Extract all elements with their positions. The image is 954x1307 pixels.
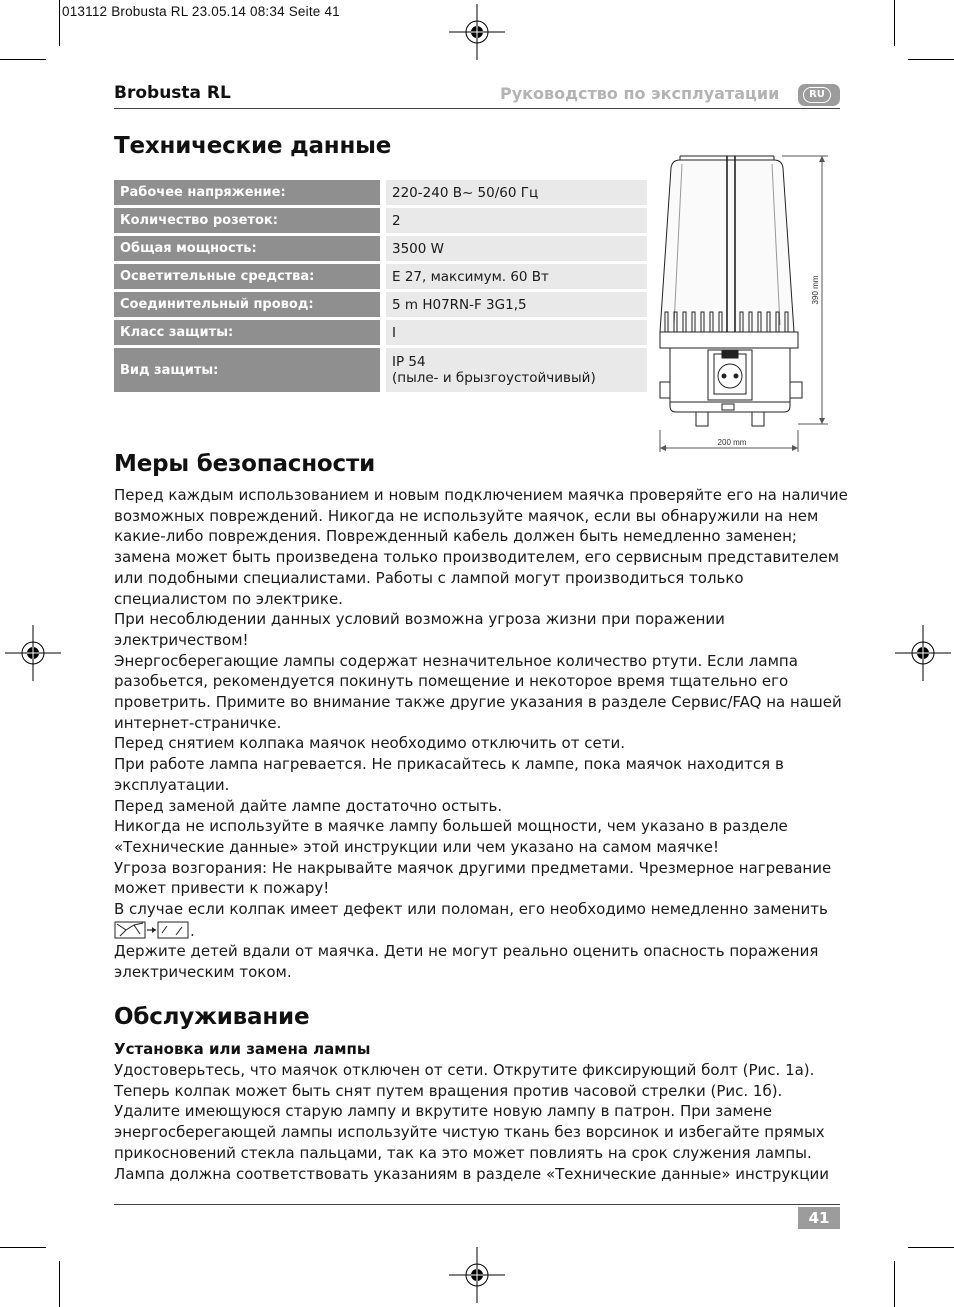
safety-paragraph: Перед заменой дайте лампе достаточно остыть. bbox=[114, 796, 503, 815]
spec-row bbox=[114, 320, 647, 345]
spec-value: 5 m H07RN-F 3G1,5 bbox=[386, 292, 647, 317]
safety-heading: Меры безопасности bbox=[114, 451, 375, 477]
service-heading: Обслуживание bbox=[114, 1004, 310, 1030]
height-dimension-label: 390 mm bbox=[811, 275, 820, 305]
language-code: RU bbox=[803, 87, 831, 103]
spec-value: E 27, максимум. 60 Вт bbox=[386, 264, 647, 289]
brand-name: Brobusta RL bbox=[114, 83, 231, 103]
safety-paragraph: Перед каждым использованием и новым подключением маячка проверяйте его на наличие возможных повреждений. Никогда не используйте маячок, если вы обнаружили на нем какие-либо повреждения. Поврежденный кабель должен быть немедленно заменен; замена может быть произведена только производителем, его сервисным представителем или подобными специалистами. Работы с лампой могут производиться только специалистом по электрике. bbox=[114, 486, 848, 608]
service-paragraph: Теперь колпак может быть снят путем вращения против часовой стрелки (Рис. 1б). bbox=[114, 1081, 783, 1100]
spec-value: 3500 W bbox=[386, 236, 647, 261]
broken-glass-replace-icon bbox=[114, 920, 190, 940]
safety-paragraph: При несоблюдении данных условий возможна угроза жизни при поражении электричеством! bbox=[114, 610, 725, 649]
spec-value: 220-240 В~ 50/60 Гц bbox=[386, 180, 647, 205]
page-number: 41 bbox=[798, 1207, 840, 1229]
registration-mark-right bbox=[895, 625, 951, 681]
manual-title: Руководство по эксплуатации bbox=[500, 84, 780, 103]
spec-label: Соединительный провод: bbox=[114, 292, 386, 317]
safety-text bbox=[114, 485, 849, 983]
spec-row bbox=[114, 292, 647, 317]
safety-paragraph: Угроза возгорания: Не накрывайте маячок другими предметами. Чрезмерное нагревание может привести к пожару! bbox=[114, 858, 832, 898]
spec-row bbox=[114, 236, 647, 261]
print-header: 013112 Brobusta RL 23.05.14 08:34 Seite 41 bbox=[62, 4, 340, 19]
registration-mark-left bbox=[5, 625, 61, 681]
lamp-replacement-subheading: Установка или замена лампы bbox=[114, 1040, 371, 1058]
spec-value bbox=[386, 348, 647, 392]
header-rule bbox=[114, 108, 840, 109]
footer-rule bbox=[114, 1204, 840, 1205]
spec-value: 2 bbox=[386, 208, 647, 233]
width-dimension-label: 200 mm bbox=[717, 438, 747, 447]
spec-value: I bbox=[386, 320, 647, 345]
spec-label: Осветительные средства: bbox=[114, 264, 386, 289]
spec-label: Количество розеток: bbox=[114, 208, 386, 233]
spec-value-line: IP 54 bbox=[392, 354, 426, 370]
spec-table bbox=[114, 177, 647, 395]
language-badge bbox=[798, 84, 840, 106]
safety-paragraph: Держите детей вдали от маячка. Дети не могут реально оценить опасность поражения электрическим током. bbox=[114, 942, 819, 982]
spec-value-line: (пыле- и брызгоустойчивый) bbox=[392, 370, 596, 386]
registration-mark-top bbox=[449, 4, 505, 60]
spec-row bbox=[114, 348, 647, 392]
safety-paragraph: Перед снятием колпака маячок необходимо отключить от сети. bbox=[114, 734, 625, 753]
spec-label: Класс защиты: bbox=[114, 320, 386, 345]
service-paragraph: Удалите имеющуюся старую лампу и вкрутите новую лампу в патрон. При замене энергосберегающей лампы используйте чистую ткань без ворсинок и избегайте прямых прикосновений стекла пальцами, так ка это может повлиять на срок служения лампы. Лампа должна соответствовать указаниям в разделе «Технические данные» инструкции bbox=[114, 1102, 829, 1183]
safety-paragraph: При работе лампа нагревается. Не прикасайтесь к лампе, пока маячок находится в эксплуатации. bbox=[114, 755, 784, 794]
tech-heading: Технические данные bbox=[114, 133, 392, 159]
spec-row bbox=[114, 208, 647, 233]
service-paragraph: Удостоверьтесь, что маячок отключен от сети. Открутите фиксирующий болт (Рис. 1a). bbox=[114, 1061, 815, 1079]
replace-cover-symbol-line: . bbox=[114, 920, 849, 942]
product-dimension-drawing bbox=[652, 150, 832, 455]
service-text bbox=[114, 1060, 849, 1184]
safety-paragraph: Никогда не используйте в маячке лампу большей мощности, чем указано в разделе «Технические данные» этой инструкции или чем указано на самом маячке! bbox=[114, 817, 788, 856]
registration-mark-bottom bbox=[449, 1247, 505, 1303]
safety-paragraph: В случае если колпак имеет дефект или поломан, его необходимо немедленно заменить bbox=[114, 900, 828, 919]
spec-label: Общая мощность: bbox=[114, 236, 386, 261]
spec-row bbox=[114, 180, 647, 205]
spec-label: Вид защиты: bbox=[114, 348, 386, 392]
spec-row bbox=[114, 264, 647, 289]
spec-label: Рабочее напряжение: bbox=[114, 180, 386, 205]
safety-paragraph: Энергосберегающие лампы содержат незначительное количество ртути. Если лампа разобьется, рекомендуется покинуть помещение и некоторое время тщательно его проветрить. Примите во внимание также другие указания в разделе Сервис/FAQ на нашей интернет-страничке. bbox=[114, 651, 842, 732]
